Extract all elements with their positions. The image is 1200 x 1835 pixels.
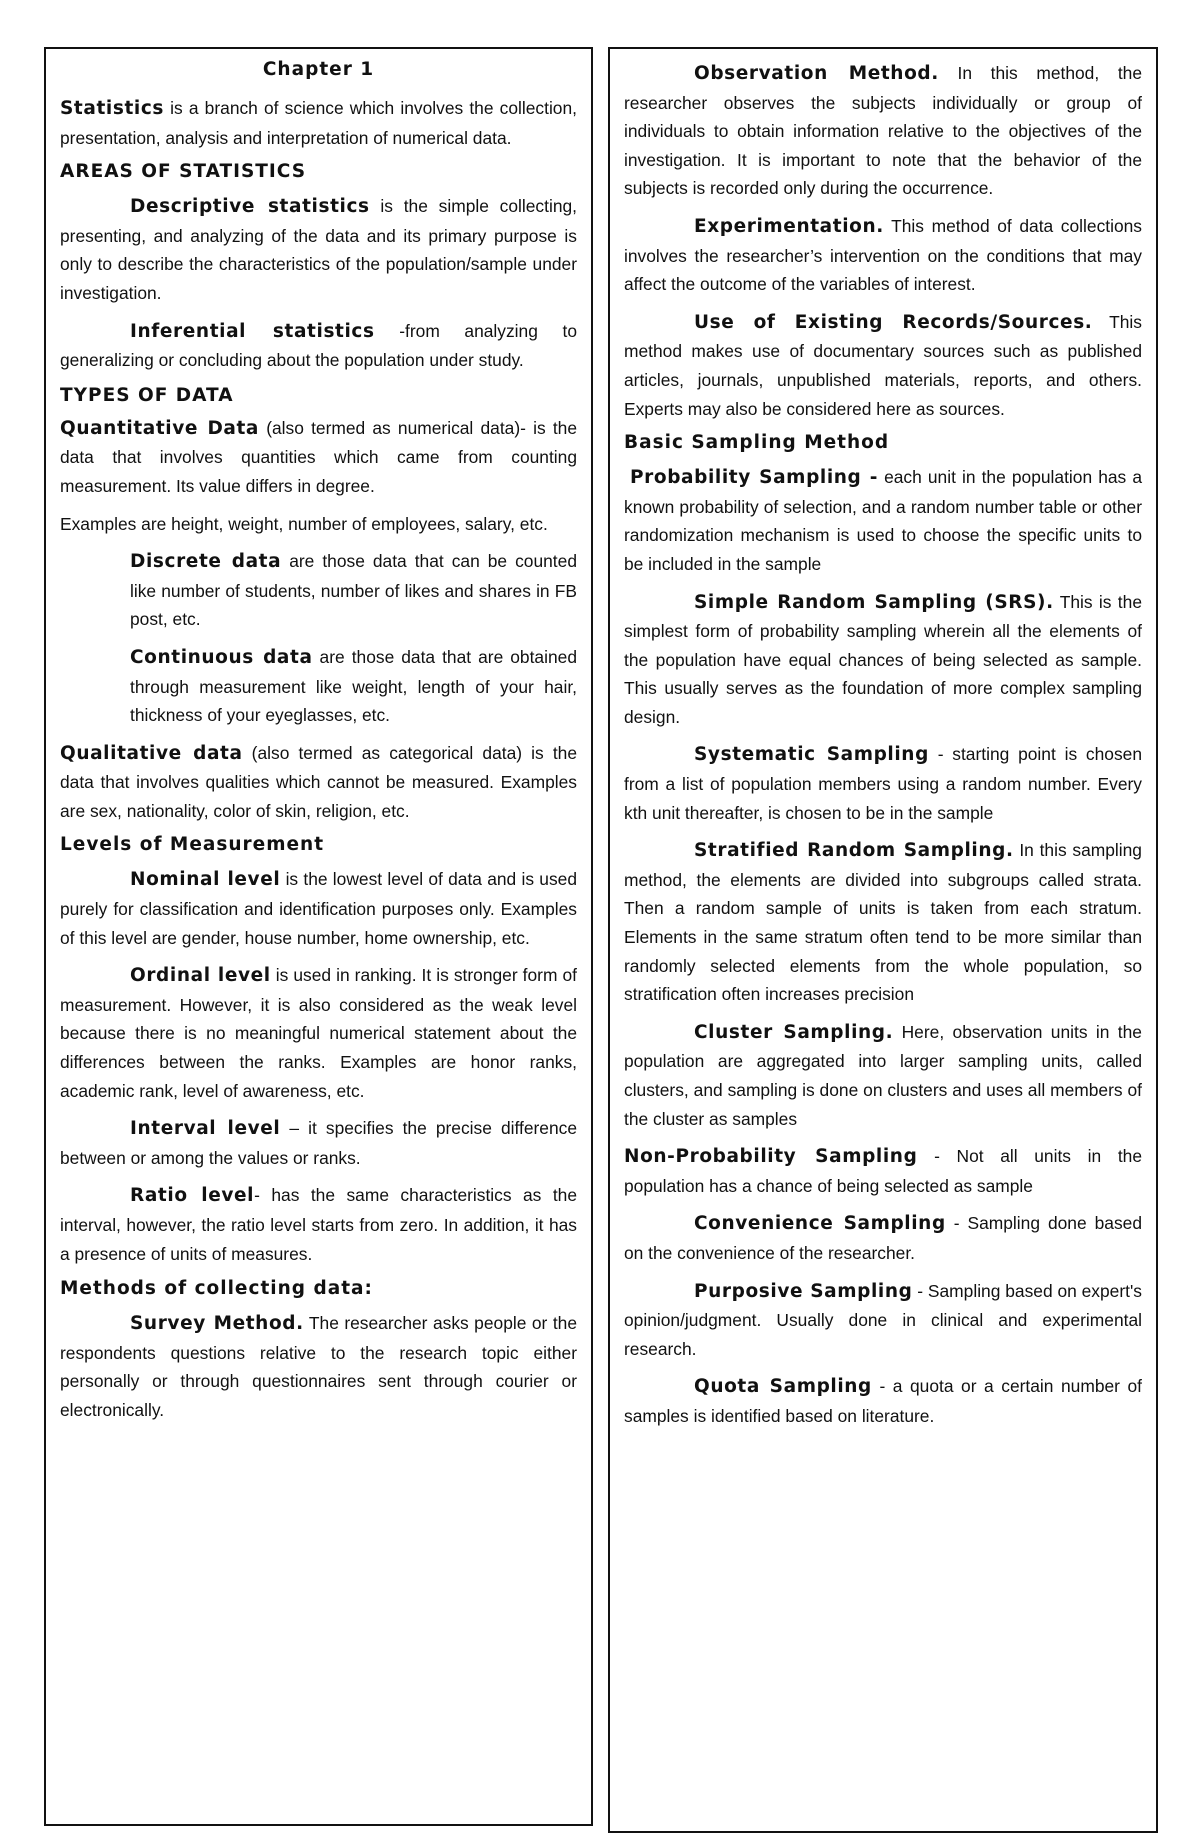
def-stratified: In this sampling method, the elements are divided into subgroups called strata. Then a random sample of units is taken from each stratum. Elements in the same stratum often tend to be more similar than randomly selected elements from the whole population, so stratification often increases precision [624,840,1142,1005]
statistics-definition [60,94,577,152]
def-ratio: - has the same characteristics as the interval, however, the ratio level starts from zero. In addition, it has a presence of units of measures. [60,1185,577,1264]
def-ordinal: is used in ranking. It is stronger form of measurement. However, it is also considered as the weak level because there is no meaningful numerical statement about the differences between the ranks. Examples are honor ranks, academic rank, level of awareness, etc. [60,965,577,1101]
chapter-title: Chapter 1 [262,59,375,80]
term-continuous: Continuous data [130,646,313,668]
def-convenience: - Sampling done based on the convenience of the researcher. [624,1213,1142,1263]
survey-paragraph [60,1309,577,1424]
def-quota: - a quota or a certain number of samples is identified based on literature. [624,1376,1142,1426]
term-convenience: Convenience Sampling [694,1213,946,1235]
areas-heading: AREAS OF STATISTICS [60,161,307,183]
term-records: Use of Existing Records/Sources. [694,311,1093,333]
discrete-paragraph [60,547,577,634]
srs-paragraph [624,588,1142,732]
def-records: This method makes use of documentary sources such as published articles, journals, unpublished materials, reports, and others. Experts may also be considered here as sources. [624,311,1142,419]
def-systematic: - starting point is chosen from a list of population members using a random number. Every kth unit thereafter, is chosen to be in the sample [624,744,1143,823]
quantitative-paragraph [60,414,577,501]
term-qualitative: Qualitative data [60,742,243,764]
cluster-paragraph [624,1018,1142,1133]
qualitative-paragraph [60,739,577,826]
def-nonprobability: - Not all units in the population has a chance of being selected as sample [624,1146,1142,1196]
quantitative-examples: Examples are height, weight, number of employees, salary, etc. [60,513,548,534]
probability-paragraph [624,463,1142,578]
def-cluster: Here, observation units in the population are aggregated into larger sampling units, called clusters, and sampling is done on clusters and uses all members of the cluster as samples [624,1021,1142,1129]
term-survey: Survey Method. [130,1313,304,1335]
nonprobability-paragraph [624,1142,1142,1200]
term-probability: Probability Sampling - [630,467,878,489]
stratified-paragraph [624,836,1142,1009]
systematic-paragraph [624,740,1142,827]
term-discrete: Discrete data [130,551,282,573]
inferential-paragraph [60,317,577,375]
observation-paragraph [624,59,1142,203]
term-quota: Quota Sampling [694,1376,872,1398]
term-interval: Interval level [130,1118,281,1140]
def-statistics: is a branch of science which involves the collection, presentation, analysis and interpretation of numerical data. [60,98,577,148]
types-heading: TYPES OF DATA [60,384,234,406]
term-purposive: Purposive Sampling [694,1280,913,1302]
term-nonprobability: Non-Probability Sampling [624,1146,918,1168]
term-quantitative: Quantitative Data [60,417,260,439]
term-cluster: Cluster Sampling. [694,1021,894,1043]
term-ratio: Ratio level [130,1185,255,1207]
def-qualitative: (also termed as categorical data) is the data that involves qualities which cannot be measured. Examples are sex, nationality, color of skin, religion, etc. [60,742,577,821]
def-survey: The researcher asks people or the respondents questions relative to the research topic either personally or through questionnaires sent through courier or electronically. [60,1313,578,1420]
def-nominal: is the lowest level of data and is used purely for classification and identification purposes only. Examples of this level are gender, house number, home ownership, etc. [60,869,577,948]
term-stratified: Stratified Random Sampling. [694,840,1014,862]
continuous-paragraph [60,643,577,730]
methods-heading: Methods of collecting data: [60,1278,373,1300]
def-inferential: -from analyzing to generalizing or concluding about the population under study. [60,320,577,371]
term-srs: Simple Random Sampling (SRS). [694,591,1054,613]
def-interval: – it specifies the precise difference between or among the values or ranks. [60,1118,577,1168]
levels-heading: Levels of Measurement [60,834,325,856]
term-inferential: Inferential statistics [130,320,375,342]
term-nominal: Nominal level [130,869,281,891]
sampling-heading: Basic Sampling Method [624,432,890,454]
left-column [44,47,593,1826]
term-descriptive: Descriptive statistics [130,196,370,218]
term-ordinal: Ordinal level [130,965,271,987]
ratio-paragraph [60,1181,577,1268]
def-quantitative: (also termed as numerical data)- is the data that involves quantities which came from counting measurement. Its value differs in degree. [60,417,577,496]
convenience-paragraph [624,1209,1142,1267]
descriptive-paragraph [60,192,577,307]
records-paragraph [624,308,1142,423]
right-column [608,47,1158,1833]
term-experimentation: Experimentation. [694,215,884,237]
def-observation: In this method, the researcher observes the subjects individually or group of individuals to obtain information relative to the objectives of the investigation. It is important to note that the behavior of the subjects is recorded only during the occurrence. [624,63,1142,199]
term-statistics: Statistics [60,98,165,119]
def-continuous: are those data that are obtained through measurement like weight, length of your hair, thickness of your eyeglasses, etc. [130,646,577,726]
def-purposive: - Sampling based on expert's opinion/judgment. Usually done in clinical and experimental research. [624,1280,1142,1359]
term-systematic: Systematic Sampling [694,744,929,766]
nominal-paragraph [60,865,577,952]
interval-paragraph [60,1114,577,1172]
def-srs: This is the simplest form of probability sampling wherein all the elements of the population have equal chances of being selected as sample. This usually serves as the foundation of more complex sampling design. [624,591,1142,727]
term-observation: Observation Method. [694,63,939,84]
def-descriptive: is the simple collecting, presenting, and analyzing of the data and its primary purpose is only to describe the characteristics of the population/sample under investigation. [60,196,578,303]
def-discrete: are those data that can be counted like number of students, number of likes and shares in FB post, etc. [130,551,577,630]
def-probability: each unit in the population has a known probability of selection, and a random number table or other randomization mechanism is used to choose the specific units to be included in the sample [624,467,1142,574]
experimentation-paragraph [624,212,1142,299]
def-experimentation: This method of data collections involves the researcher’s intervention on the conditions that may affect the outcome of the variables of interest. [624,215,1142,295]
purposive-paragraph [624,1277,1142,1364]
quota-paragraph [624,1372,1142,1430]
ordinal-paragraph [60,961,577,1105]
